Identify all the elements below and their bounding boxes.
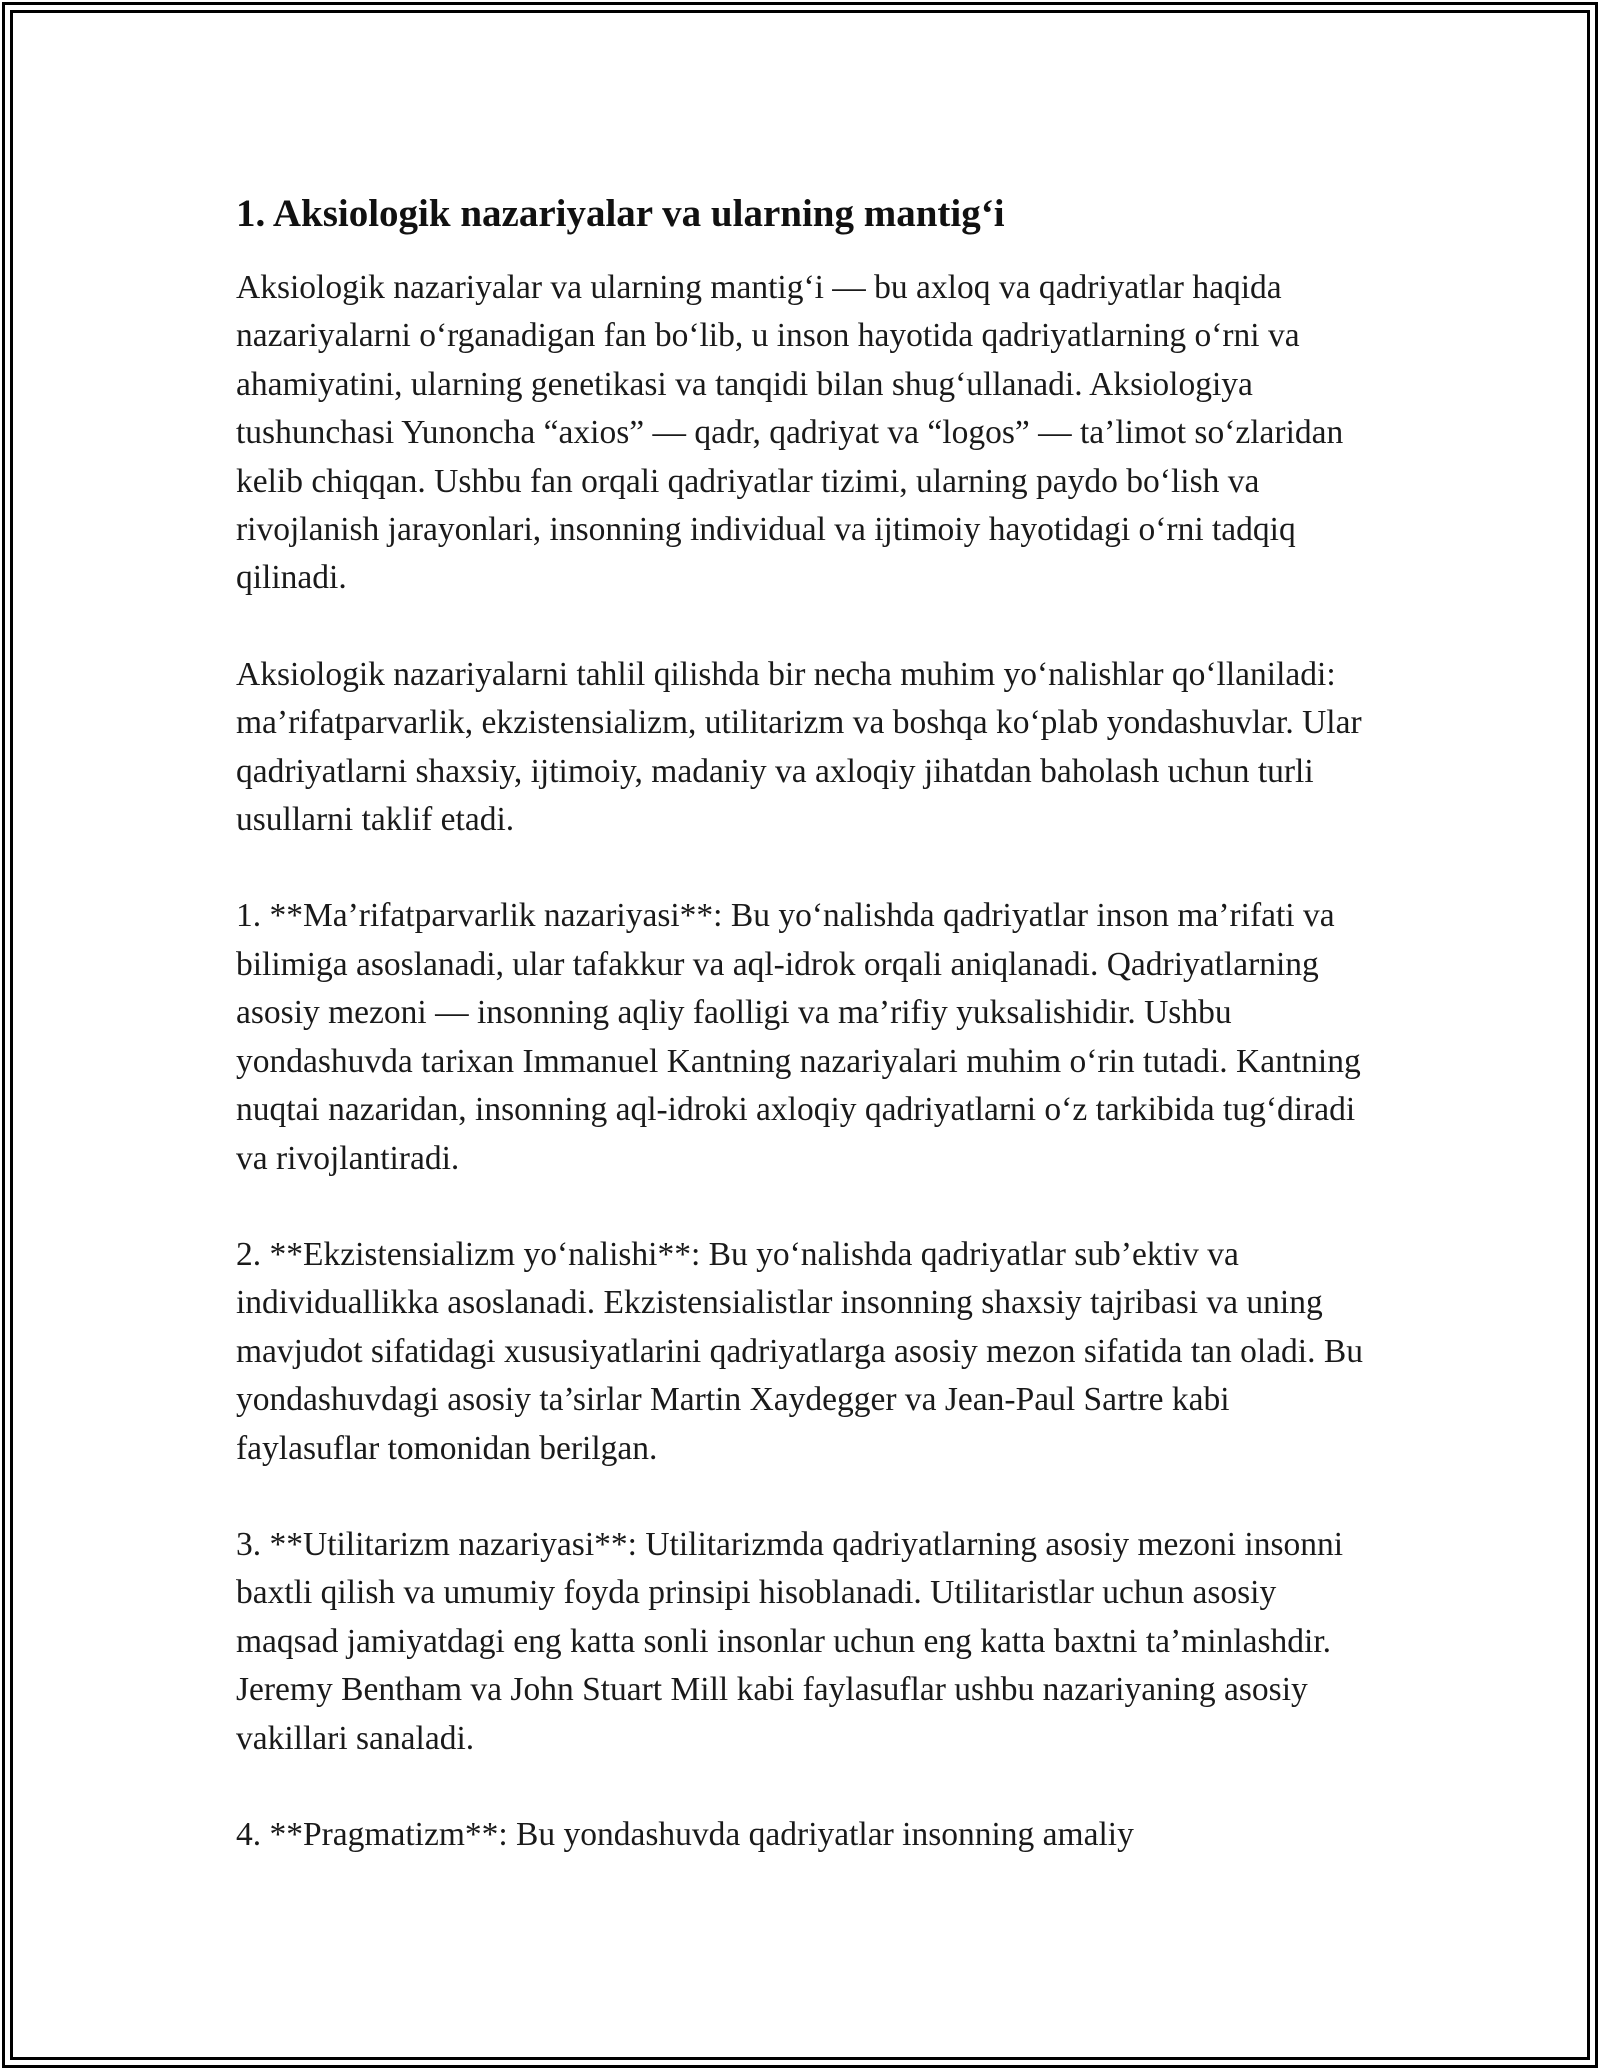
paragraph-intro: Aksiologik nazariyalar va ularning mantig‘i — bu axloq va qadriyatlar haqida nazariyalarni o‘rganadigan fan bo‘lib, u inson hayotida qadriyatlarning o‘rni va ahamiyatini, ularning genetikasi va tanqidi bilan shug‘ullanadi. Aksiologiya tushunchasi Yunoncha “axios” — qadr, qadriyat va “logos” — ta’limot so‘zlaridan kelib chiqqan. Ushbu fan orqali qadriyatlar tizimi, ularning paydo bo‘lish va rivojlanish jarayonlari, insonning individual va ijtimoiy hayotidagi o‘rni tadqiq qilinadi. [236,269,1344,597]
paragraph-utilitarianism: 3. **Utilitarizm nazariyasi**: Utilitarizmda qadriyatlarning asosiy mezoni insonni baxtli qilish va umumiy foyda prinsipi hisoblanadi. Utilitaristlar uchun asosiy maqsad jamiyatdagi eng katta sonli insonlar uchun eng katta baxtni ta’minlashdir. Jeremy Bentham va John Stuart Mill kabi faylasuflar ushbu nazariyaning asosiy vakillari sanaladi. [236,1525,1344,1757]
paragraph-existentialism: 2. **Ekzistensializm yo‘nalishi**: Bu yo‘nalishda qadriyatlar sub’ektiv va individuallikka asoslanadi. Ekzistensialistlar insonning shaxsiy tajribasi va uning mavjudot sifatidagi xususiyatlarini qadriyatlarga asosiy mezon sifatida tan oladi. Bu yondashuvdagi asosiy ta’sirlar Martin Xaydegger va Jean-Paul Sartre kabi faylasuflar tomonidan berilgan. [236,1235,1363,1467]
document-body [236,188,1376,1907]
section-heading: 1. Aksiologik nazariyalar va ularning mantig‘i [236,192,1005,235]
paragraph-enlightenment-theory: 1. **Ma’rifatparvarlik nazariyasi**: Bu yo‘nalishda qadriyatlar inson ma’rifati va bilimiga asoslanadi, ular tafakkur va aql-idrok orqali aniqlanadi. Qadriyatlarning asosiy mezoni — insonning aqliy faolligi va ma’rifiy yuksalishidir. Ushbu yondashuvda tarixan Immanuel Kantning nazariyalari muhim o‘rin tutadi. Kantning nuqtai nazaridan, insonning aql-idroki axloqiy qadriyatlarni o‘z tarkibida tug‘diradi va rivojlantiradi. [236,897,1361,1177]
paragraph-directions-overview: Aksiologik nazariyalarni tahlil qilishda bir necha muhim yo‘nalishlar qo‘llaniladi: ma’rifatparvarlik, ekzistensializm, utilitarizm va boshqa ko‘plab yondashuvlar. Ular qadriyatlarni shaxsiy, ijtimoiy, madaniy va axloqiy jihatdan baholash uchun turli usullarni taklif etadi. [236,655,1362,839]
paragraph-pragmatism: 4. **Pragmatizm**: Bu yondashuvda qadriyatlar insonning amaliy [236,1815,1134,1853]
